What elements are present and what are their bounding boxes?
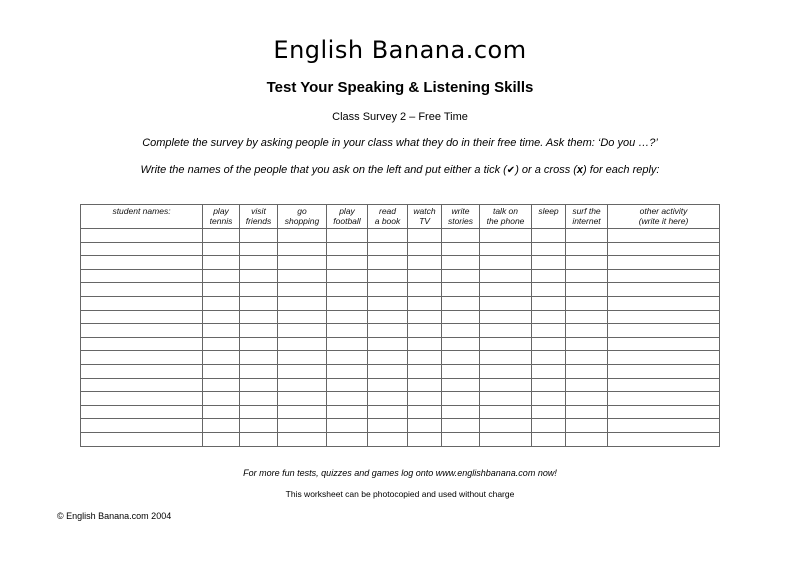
brand-logo: English Banana.com [273,36,527,64]
response-cell[interactable] [368,337,408,351]
response-cell[interactable] [608,256,720,270]
response-cell[interactable] [203,419,240,433]
response-cell[interactable] [203,324,240,338]
response-cell[interactable] [278,256,327,270]
response-cell[interactable] [532,432,566,446]
response-cell[interactable] [203,364,240,378]
response-cell[interactable] [278,269,327,283]
response-cell[interactable] [532,351,566,365]
copyright: © English Banana.com 2004 [57,511,172,521]
column-header [81,205,203,229]
column-header-line1: student names: [112,206,171,216]
instruction-text: ) or a cross ( [515,164,577,176]
response-cell[interactable] [442,242,480,256]
promo-text: For more fun tests, quizzes and games log onto www.englishbanana.com now! [243,468,557,478]
column-header-line1: visit [251,206,266,216]
instruction-line-2 [0,164,800,176]
column-header-line1: read [378,206,396,216]
response-cell[interactable] [240,351,278,365]
survey-table [80,204,720,447]
response-cell[interactable] [532,324,566,338]
column-header [442,205,480,229]
response-cell[interactable] [408,337,442,351]
column-header-line2: shopping [284,216,320,226]
response-cell[interactable] [566,378,608,392]
column-header-line1: other activity [639,206,688,216]
response-cell[interactable] [240,432,278,446]
response-cell[interactable] [442,269,480,283]
response-cell[interactable] [442,378,480,392]
response-cell[interactable] [480,310,532,324]
response-cell[interactable] [442,419,480,433]
table-row [81,296,720,310]
response-cell[interactable] [278,310,327,324]
response-cell[interactable] [566,242,608,256]
response-cell[interactable] [203,229,240,243]
response-cell[interactable] [203,405,240,419]
response-cell[interactable] [240,310,278,324]
response-cell[interactable] [278,419,327,433]
student-name-cell[interactable] [81,378,203,392]
response-cell[interactable] [480,269,532,283]
response-cell[interactable] [480,392,532,406]
response-cell[interactable] [566,364,608,378]
response-cell[interactable] [278,229,327,243]
response-cell[interactable] [408,229,442,243]
column-header-line2: TV [419,216,430,226]
response-cell[interactable] [442,324,480,338]
response-cell[interactable] [532,296,566,310]
response-cell[interactable] [327,364,368,378]
student-name-cell[interactable] [81,364,203,378]
response-cell[interactable] [203,337,240,351]
column-header [368,205,408,229]
table-row [81,392,720,406]
response-cell[interactable] [408,364,442,378]
response-cell[interactable] [240,337,278,351]
response-cell[interactable] [532,269,566,283]
response-cell[interactable] [327,242,368,256]
response-cell[interactable] [203,378,240,392]
response-cell[interactable] [480,242,532,256]
response-cell[interactable] [203,256,240,270]
response-cell[interactable] [608,364,720,378]
response-cell[interactable] [368,269,408,283]
response-cell[interactable] [442,364,480,378]
table-row [81,269,720,283]
response-cell[interactable] [608,419,720,433]
response-cell[interactable] [278,378,327,392]
column-header-line1: talk on [492,206,519,216]
response-cell[interactable] [327,324,368,338]
page-title: Test Your Speaking & Listening Skills [266,79,534,96]
response-cell[interactable] [278,364,327,378]
response-cell[interactable] [442,432,480,446]
response-cell[interactable] [480,351,532,365]
response-cell[interactable] [203,242,240,256]
response-cell[interactable] [408,310,442,324]
student-name-cell[interactable] [81,337,203,351]
table-row [81,283,720,297]
response-cell[interactable] [566,392,608,406]
response-cell[interactable] [408,351,442,365]
response-cell[interactable] [278,405,327,419]
column-header [532,205,566,229]
response-cell[interactable] [608,324,720,338]
response-cell[interactable] [278,324,327,338]
response-cell[interactable] [240,283,278,297]
response-cell[interactable] [368,392,408,406]
response-cell[interactable] [480,405,532,419]
response-cell[interactable] [480,229,532,243]
response-cell[interactable] [368,419,408,433]
response-cell[interactable] [278,242,327,256]
instruction-text: Write the names of the people that you ask on the left and put either a tick ( [140,164,507,176]
response-cell[interactable] [480,419,532,433]
response-cell[interactable] [240,269,278,283]
response-cell[interactable] [608,310,720,324]
response-cell[interactable] [442,229,480,243]
response-cell[interactable] [566,432,608,446]
response-cell[interactable] [480,296,532,310]
response-cell[interactable] [566,405,608,419]
response-cell[interactable] [532,229,566,243]
response-cell[interactable] [368,324,408,338]
response-cell[interactable] [480,378,532,392]
table-header-row [81,205,720,229]
column-header [327,205,368,229]
response-cell[interactable] [532,256,566,270]
student-name-cell[interactable] [81,432,203,446]
column-header-line1: sleep [538,206,559,216]
response-cell[interactable] [240,405,278,419]
response-cell[interactable] [442,310,480,324]
response-cell[interactable] [408,256,442,270]
student-name-cell[interactable] [81,392,203,406]
response-cell[interactable] [327,229,368,243]
response-cell[interactable] [480,432,532,446]
response-cell[interactable] [408,378,442,392]
response-cell[interactable] [368,351,408,365]
column-header-line2: internet [572,216,601,226]
table-row [81,351,720,365]
response-cell[interactable] [408,419,442,433]
tick-icon: ✔ [506,165,516,176]
column-header-line1: play [213,206,229,216]
column-header [408,205,442,229]
response-cell[interactable] [442,256,480,270]
column-header-line2: friends [245,216,272,226]
response-cell[interactable] [368,310,408,324]
response-cell[interactable] [240,378,278,392]
response-cell[interactable] [408,432,442,446]
response-cell[interactable] [566,269,608,283]
student-name-cell[interactable] [81,283,203,297]
response-cell[interactable] [480,364,532,378]
column-header-line2: football [333,216,361,226]
response-cell[interactable] [327,419,368,433]
response-cell[interactable] [203,269,240,283]
response-cell[interactable] [240,296,278,310]
response-cell[interactable] [278,283,327,297]
response-cell[interactable] [442,392,480,406]
response-cell[interactable] [240,256,278,270]
response-cell[interactable] [566,337,608,351]
column-header-line1: surf the [572,206,601,216]
response-cell[interactable] [608,392,720,406]
response-cell[interactable] [480,337,532,351]
response-cell[interactable] [240,392,278,406]
response-cell[interactable] [240,229,278,243]
response-cell[interactable] [532,242,566,256]
response-cell[interactable] [408,392,442,406]
student-name-cell[interactable] [81,256,203,270]
response-cell[interactable] [532,337,566,351]
response-cell[interactable] [368,256,408,270]
student-name-cell[interactable] [81,351,203,365]
student-name-cell[interactable] [81,405,203,419]
response-cell[interactable] [532,392,566,406]
table-row [81,337,720,351]
table-row [81,324,720,338]
response-cell[interactable] [566,419,608,433]
response-cell[interactable] [608,229,720,243]
response-cell[interactable] [368,364,408,378]
response-cell[interactable] [240,324,278,338]
table-row [81,310,720,324]
student-name-cell[interactable] [81,229,203,243]
response-cell[interactable] [442,351,480,365]
table-row [81,229,720,243]
response-cell[interactable] [203,351,240,365]
response-cell[interactable] [532,310,566,324]
response-cell[interactable] [278,351,327,365]
response-cell[interactable] [240,419,278,433]
response-cell[interactable] [278,392,327,406]
column-header-line2: tennis [209,216,233,226]
column-header-line1: go [297,206,307,216]
response-cell[interactable] [327,256,368,270]
response-cell[interactable] [532,364,566,378]
column-header-line2: the phone [486,216,525,226]
response-cell[interactable] [203,432,240,446]
column-header [608,205,720,229]
table-row [81,256,720,270]
response-cell[interactable] [278,432,327,446]
photocopy-note: This worksheet can be photocopied and used without charge [285,489,515,499]
response-cell[interactable] [278,337,327,351]
response-cell[interactable] [566,310,608,324]
response-cell[interactable] [327,310,368,324]
response-cell[interactable] [608,432,720,446]
table-row [81,432,720,446]
column-header [278,205,327,229]
response-cell[interactable] [532,283,566,297]
response-cell[interactable] [566,256,608,270]
response-cell[interactable] [608,283,720,297]
response-cell[interactable] [203,392,240,406]
response-cell[interactable] [278,296,327,310]
response-cell[interactable] [327,392,368,406]
response-cell[interactable] [408,324,442,338]
response-cell[interactable] [327,378,368,392]
response-cell[interactable] [203,283,240,297]
table-row [81,419,720,433]
student-name-cell[interactable] [81,269,203,283]
response-cell[interactable] [442,337,480,351]
response-cell[interactable] [368,296,408,310]
response-cell[interactable] [408,269,442,283]
response-cell[interactable] [408,283,442,297]
response-cell[interactable] [442,405,480,419]
response-cell[interactable] [566,229,608,243]
response-cell[interactable] [240,364,278,378]
response-cell[interactable] [442,296,480,310]
column-header-line1: write [451,206,470,216]
table-row [81,242,720,256]
column-header-line2: (write it here) [638,216,689,226]
response-cell[interactable] [480,324,532,338]
response-cell[interactable] [532,405,566,419]
column-header-line2: stories [447,216,474,226]
response-cell[interactable] [532,419,566,433]
response-cell[interactable] [368,283,408,297]
column-header [566,205,608,229]
response-cell[interactable] [327,296,368,310]
response-cell[interactable] [240,242,278,256]
response-cell[interactable] [327,351,368,365]
response-cell[interactable] [608,405,720,419]
response-cell[interactable] [608,296,720,310]
response-cell[interactable] [608,351,720,365]
column-header-line2: a book [374,216,401,226]
response-cell[interactable] [608,269,720,283]
student-name-cell[interactable] [81,296,203,310]
response-cell[interactable] [442,283,480,297]
response-cell[interactable] [368,405,408,419]
response-cell[interactable] [327,269,368,283]
response-cell[interactable] [566,351,608,365]
response-cell[interactable] [368,229,408,243]
student-name-cell[interactable] [81,242,203,256]
column-header-line1: play [339,206,355,216]
column-header-line1: watch [413,206,436,216]
response-cell[interactable] [566,296,608,310]
response-cell[interactable] [368,242,408,256]
instruction-line-1: Complete the survey by asking people in your class what they do in their free time. Ask them: ‘Do you …?’ [142,137,658,149]
response-cell[interactable] [408,296,442,310]
response-cell[interactable] [368,432,408,446]
response-cell[interactable] [327,283,368,297]
student-name-cell[interactable] [81,324,203,338]
response-cell[interactable] [203,296,240,310]
response-cell[interactable] [408,405,442,419]
response-cell[interactable] [566,283,608,297]
table-row [81,405,720,419]
response-cell[interactable] [327,337,368,351]
response-cell[interactable] [608,242,720,256]
response-cell[interactable] [608,378,720,392]
cross-icon: x [576,164,584,176]
response-cell[interactable] [408,242,442,256]
response-cell[interactable] [532,378,566,392]
column-header [203,205,240,229]
response-cell[interactable] [480,256,532,270]
response-cell[interactable] [203,310,240,324]
table-row [81,364,720,378]
response-cell[interactable] [327,432,368,446]
page-subtitle: Class Survey 2 – Free Time [332,111,468,123]
response-cell[interactable] [608,337,720,351]
student-name-cell[interactable] [81,310,203,324]
response-cell[interactable] [480,283,532,297]
student-name-cell[interactable] [81,419,203,433]
response-cell[interactable] [327,405,368,419]
table-row [81,378,720,392]
column-header [480,205,532,229]
instruction-text: ) for each reply: [583,164,660,176]
column-header [240,205,278,229]
response-cell[interactable] [368,378,408,392]
response-cell[interactable] [566,324,608,338]
